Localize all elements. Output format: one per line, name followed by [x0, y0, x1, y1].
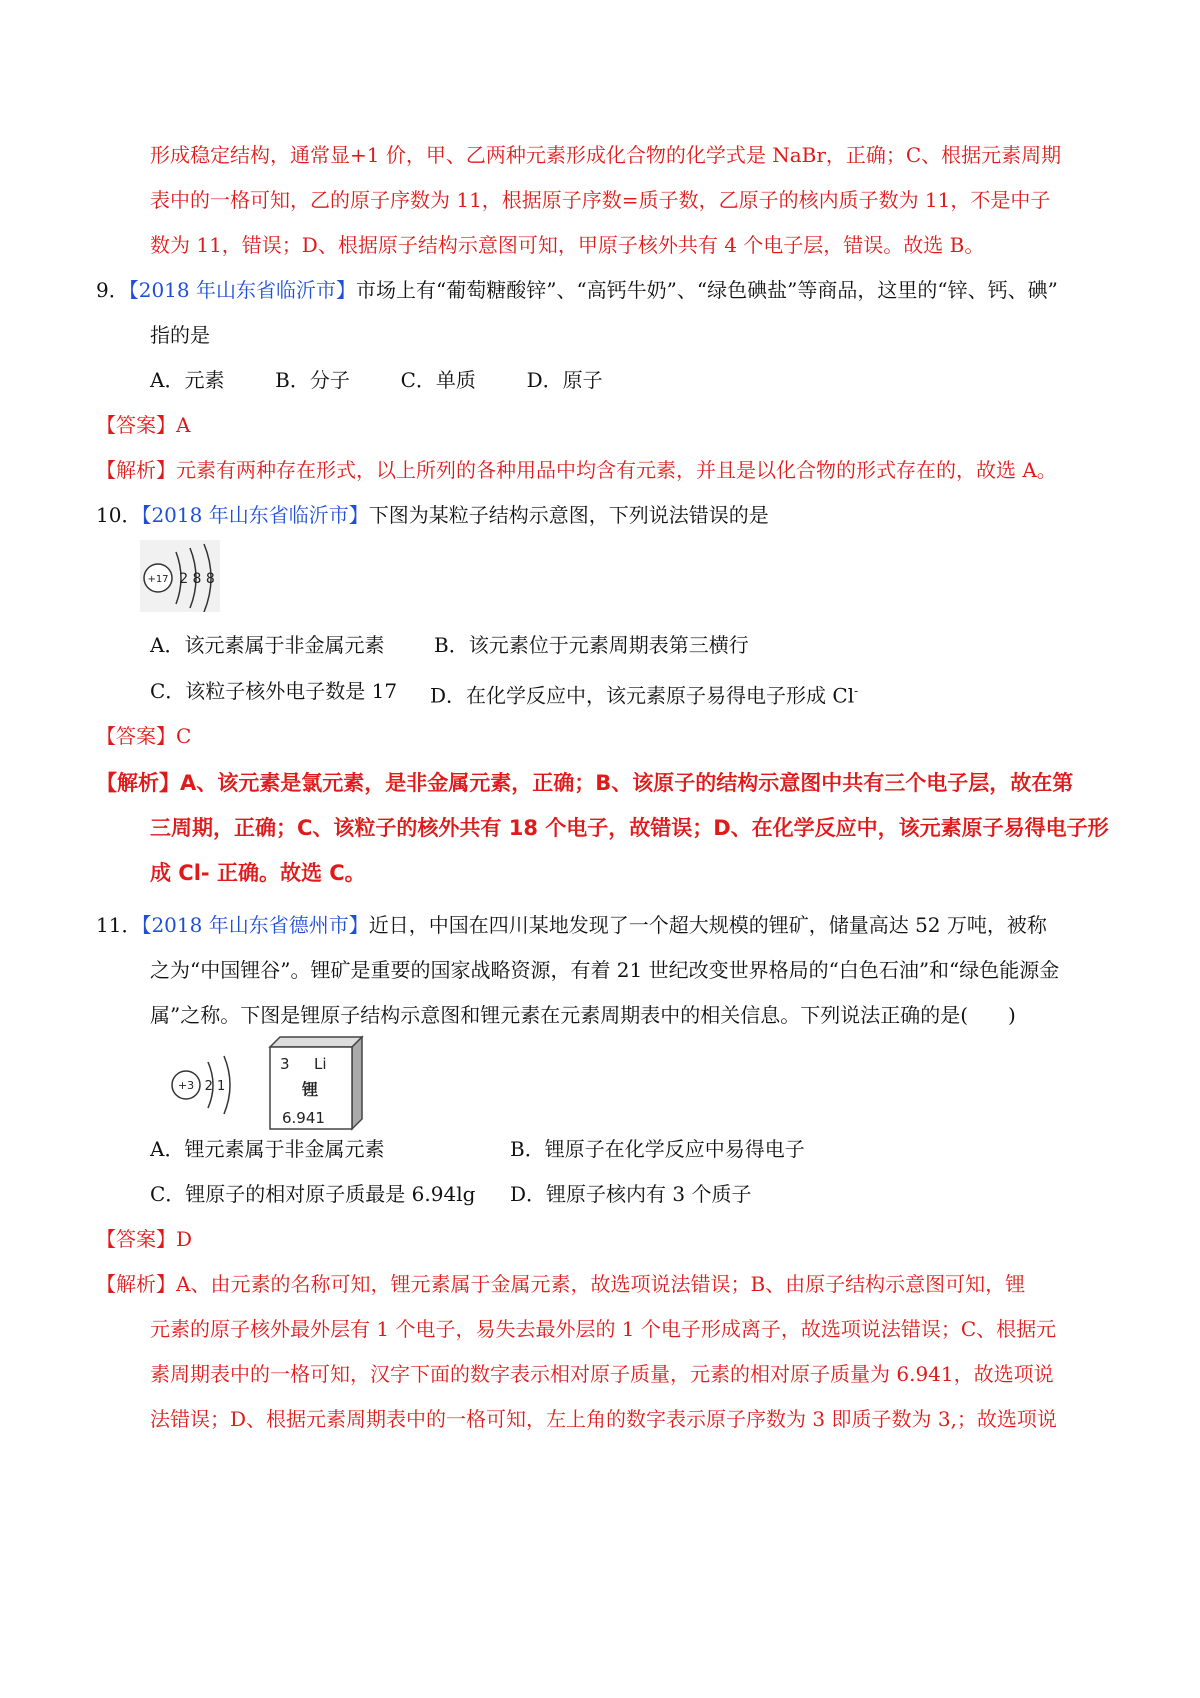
- q10-stem: [96, 502, 769, 528]
- q11-answer-label: 【答案】: [96, 1227, 176, 1251]
- q9-analysis: [96, 457, 1057, 483]
- q10-option-d: [430, 678, 858, 709]
- q10-option-d-sup: -: [854, 684, 859, 698]
- q11-source: 【2018 年山东省德州市】: [141, 913, 369, 937]
- q9-option-c: C．单质: [400, 368, 476, 392]
- q10-analysis-label: 【解析】: [96, 771, 180, 795]
- q10-option-d-text: D．在化学反应中，该元素原子易得电子形成 Cl: [430, 683, 855, 708]
- q10-analysis-line-2: 三周期，正确；C、该粒子的核外共有 18 个电子，故错误；D、在化学反应中，该元素原子易得电子形: [150, 816, 1109, 840]
- q9-options: [150, 367, 603, 393]
- q11-analysis-text-1: A、由元素的名称可知，锂元素属于金属元素，故选项说法错误；B、由原子结构示意图可知，锂: [176, 1272, 1026, 1296]
- q10-stem-text: 下图为某粒子结构示意图，下列说法错误的是: [368, 503, 769, 527]
- q9-option-d: D．原子: [526, 368, 603, 392]
- q9-stem: [96, 277, 1058, 303]
- q11-atomic-number: 3: [280, 1055, 290, 1073]
- q11-option-c: C．锂原子的相对原子质最是 6.94lg: [150, 1182, 476, 1206]
- q11-stem-line-3: 属”之称。下图是锂原子结构示意图和锂元素在元素周期表中的相关信息。下列说法正确的是( ): [150, 1003, 1016, 1027]
- q10-nucleus-label: +17: [147, 574, 169, 585]
- q11-option-a: A．锂元素属于非金属元素: [150, 1137, 385, 1161]
- q10-option-row-1: [150, 632, 384, 658]
- prev-analysis-line-2: 表中的一格可知，乙的原子序数为 11，根据原子序数=质子数，乙原子的核内质子数为 11，不是中子: [150, 188, 1051, 212]
- prev-analysis-line-1: 形成稳定结构，通常显+1 价，甲、乙两种元素形成化合物的化学式是 NaBr，正确；C、根据元素周期: [150, 143, 1062, 167]
- q11-element-name: 锂: [302, 1080, 319, 1099]
- q9-option-a: A．元素: [150, 368, 225, 392]
- q11-periodic-cell: [268, 1035, 364, 1131]
- q9-analysis-label: 【解析】: [96, 458, 176, 482]
- q11-answer-value: D: [176, 1227, 193, 1251]
- q10-answer: [96, 723, 191, 749]
- q11-nucleus-label: +3: [177, 1079, 195, 1092]
- q10-option-a: A．该元素属于非金属元素: [150, 633, 385, 657]
- q11-option-d: D．锂原子核内有 3 个质子: [510, 1182, 752, 1206]
- q10-option-c: C．该粒子核外电子数是 17: [150, 679, 398, 703]
- q11-element-symbol: Li: [314, 1055, 327, 1073]
- q9-option-b: B．分子: [275, 368, 350, 392]
- q11-shells-label: 2 1: [204, 1079, 226, 1094]
- q10-answer-label: 【答案】: [96, 724, 176, 748]
- q11-analysis-label: 【解析】: [96, 1272, 176, 1296]
- q11-analysis-line-1: [96, 1271, 1025, 1297]
- q9-analysis-text: 元素有两种存在形式，以上所列的各种用品中均含有元素，并且是以化合物的形式存在的，故选 A。: [176, 458, 1057, 482]
- q10-atom-diagram: [140, 540, 220, 612]
- q11-analysis-line-4: 法错误；D、根据元素周期表中的一格可知，左上角的数字表示原子序数为 3 即质子数为 3,；故选项说: [150, 1407, 1057, 1431]
- q9-stem-line-2: 指的是: [150, 323, 210, 347]
- q9-answer: [96, 412, 190, 438]
- q11-stem-text: 近日，中国在四川某地发现了一个超大规模的锂矿，储量高达 52 万吨，被称: [368, 913, 1047, 937]
- q10-number: 10．: [96, 503, 142, 527]
- q10-analysis-line-3: 成 Cl- 正确。故选 C。: [150, 861, 366, 885]
- q9-stem-text: 市场上有“葡萄糖酸锌”、“高钙牛奶”、“绿色碘盐”等商品，这里的“锌、钙、碘”: [356, 278, 1058, 302]
- q11-atom-diagram: [168, 1052, 248, 1118]
- q10-option-b: B．该元素位于元素周期表第三横行: [434, 633, 749, 657]
- q11-stem: [96, 912, 1047, 938]
- q11-number: 11．: [96, 913, 142, 937]
- q9-source: 【2018 年山东省临沂市】: [128, 278, 356, 302]
- q10-analysis-line-1: [96, 770, 1073, 796]
- q11-answer: [96, 1226, 192, 1252]
- q11-analysis-line-2: 元素的原子核外最外层有 1 个电子，易失去最外层的 1 个电子形成离子，故选项说法错误；C、根据元: [150, 1317, 1057, 1341]
- q9-number: 9．: [96, 278, 129, 302]
- q9-answer-value: A: [176, 413, 191, 437]
- q11-option-b: B．锂原子在化学反应中易得电子: [510, 1137, 805, 1161]
- q11-atomic-mass: 6.941: [282, 1109, 325, 1127]
- q10-source: 【2018 年山东省临沂市】: [141, 503, 369, 527]
- q11-stem-line-2: 之为“中国锂谷”。锂矿是重要的国家战略资源，有着 21 世纪改变世界格局的“白色石油”和“绿色能源金: [150, 958, 1060, 982]
- q10-shells-label: 2 8 8: [179, 571, 215, 587]
- q11-analysis-line-3: 素周期表中的一格可知，汉字下面的数字表示相对原子质量，元素的相对原子质量为 6.941，故选项说: [150, 1362, 1054, 1386]
- prev-analysis-line-3: 数为 11，错误；D、根据原子结构示意图可知，甲原子核外共有 4 个电子层，错误。故选 B。: [150, 233, 985, 257]
- q10-analysis-text-1: A、该元素是氯元素，是非金属元素，正确；B、该原子的结构示意图中共有三个电子层，故在第: [180, 771, 1074, 795]
- q10-answer-value: C: [176, 724, 192, 748]
- q9-answer-label: 【答案】: [96, 413, 176, 437]
